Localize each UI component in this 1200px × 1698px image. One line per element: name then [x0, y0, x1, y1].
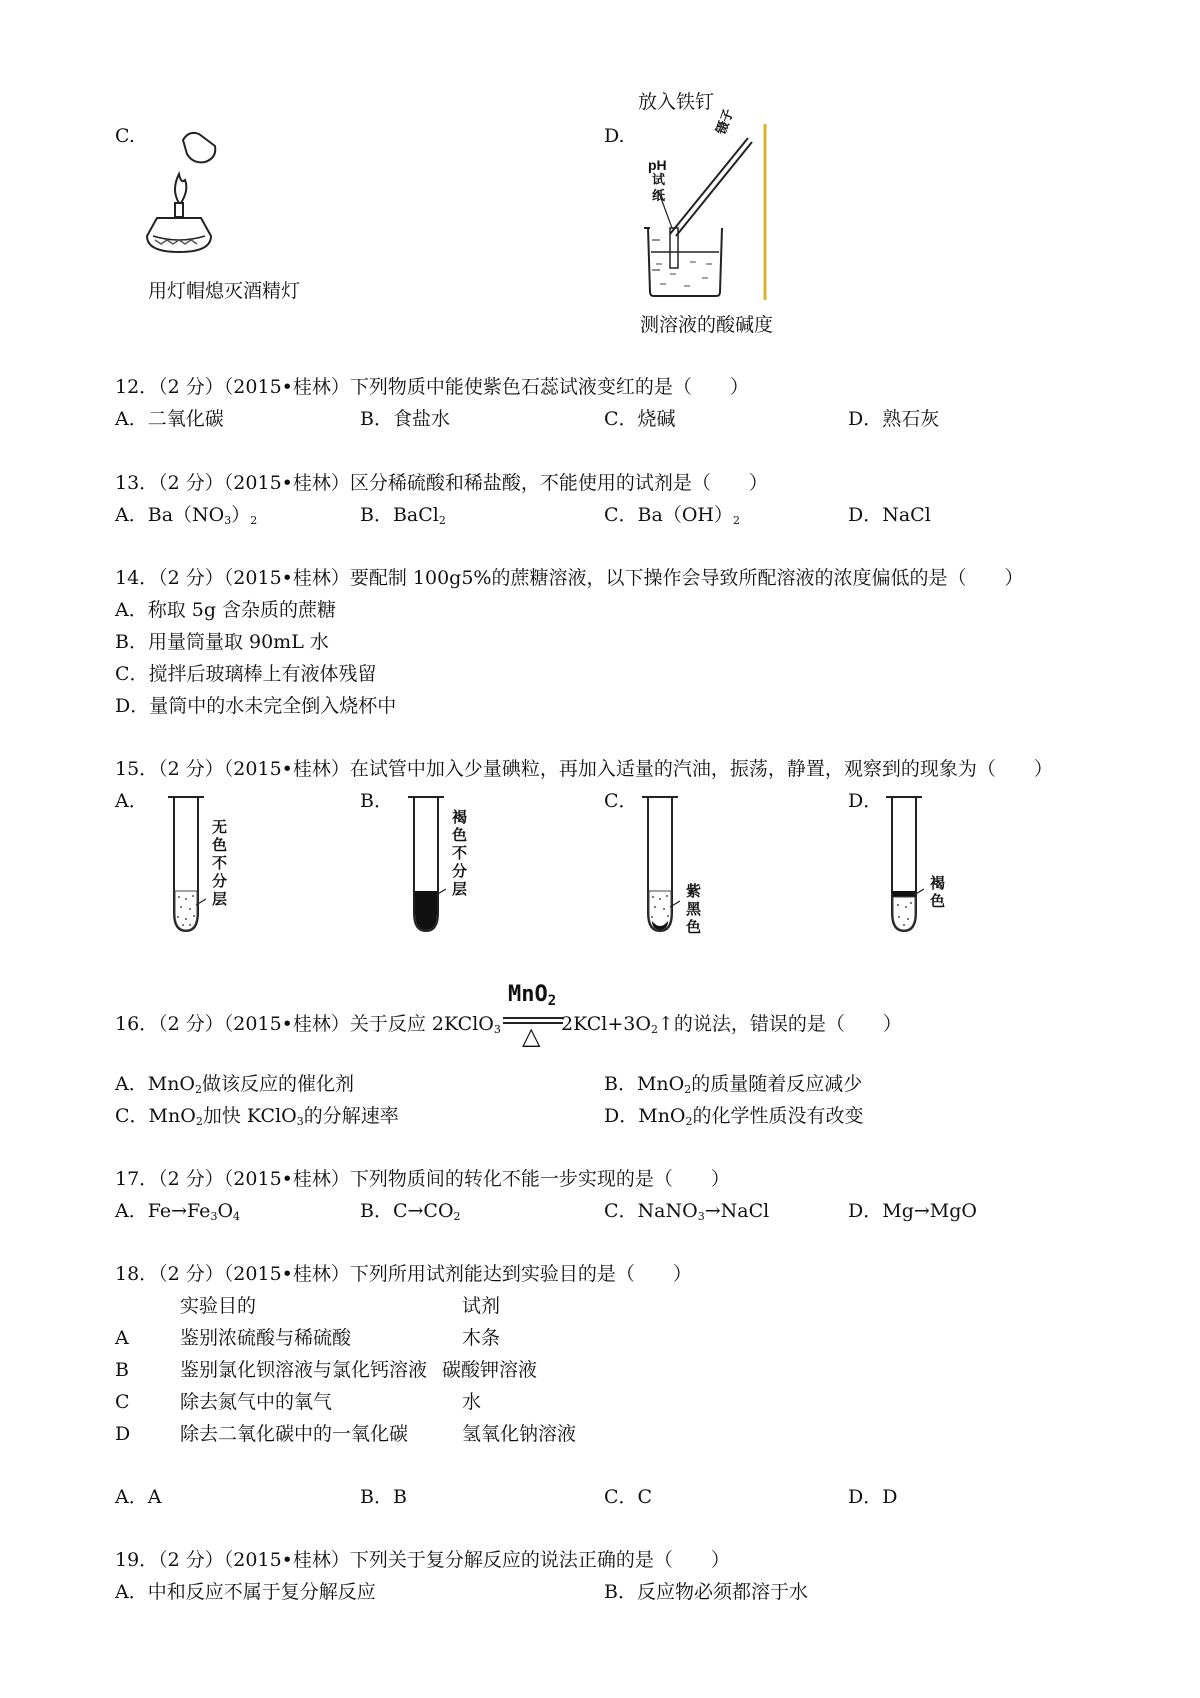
- q12-option-b: B．食盐水: [360, 408, 450, 430]
- q16-stem-pre: 16．（2 分）（2015•桂林）关于反应 2KClO$_3$: [115, 1013, 501, 1036]
- test-tube-d-label: 褐色: [930, 874, 946, 910]
- ph-label: pH: [648, 157, 667, 173]
- q17-option-d: D．Mg→MgO: [848, 1200, 977, 1222]
- q13-option-c: C．$Ba(OH)_2$: [604, 504, 740, 527]
- q14-option-c: C．搅拌后玻璃棒上有液体残留: [115, 663, 377, 685]
- q16-stem-post: $2KCl+3O_2↑$的说法，错误的是（ ）: [561, 1013, 902, 1036]
- q16-option-c: C．MnO$_2$加快 KClO$_3$的分解速率: [115, 1105, 399, 1128]
- q17-stem: 17．（2 分）（2015•桂林）下列物质间的转化不能一步实现的是（ ）: [115, 1168, 730, 1190]
- option-d-caption: 测溶液的酸碱度: [640, 314, 774, 336]
- q14-option-d: D．量筒中的水未完全倒入烧杯中: [115, 695, 397, 717]
- q19-option-a: A．中和反应不属于复分解反应: [115, 1581, 376, 1603]
- ph-label-zhi: 纸: [652, 189, 666, 204]
- option-d-label: D.: [604, 125, 625, 147]
- test-tube-b-label: 褐色不分层: [452, 808, 468, 898]
- test-tube-a-label: 无色不分层: [212, 818, 228, 908]
- q18-option-d: D．D: [848, 1486, 898, 1508]
- q18-option-a: A．A: [115, 1486, 162, 1508]
- q14-option-b: B．用量筒量取 90mL 水: [115, 631, 329, 653]
- q18-row-b-purpose: 鉴别氯化钡溶液与氯化钙溶液: [180, 1359, 428, 1381]
- q16-catalyst: MnO2: [508, 982, 557, 1009]
- q18-option-b: B．B: [360, 1486, 407, 1508]
- q18-row-a-purpose: 鉴别浓硫酸与稀硫酸: [180, 1327, 352, 1349]
- q18-row-c-key: C: [115, 1391, 130, 1413]
- q13-option-b: B．BaCl$_2$: [360, 504, 446, 527]
- q15-option-a-label: A．: [115, 790, 148, 812]
- test-tube-a: [166, 795, 206, 935]
- q13-option-d: D．NaCl: [848, 504, 931, 526]
- tweezer-label: 镊子: [714, 107, 738, 137]
- ph-test-figure: [640, 124, 780, 304]
- ph-label-shi: 试: [652, 173, 666, 188]
- q12-option-d: D．熟石灰: [848, 408, 940, 430]
- alcohol-lamp-cap-figure: [145, 128, 245, 268]
- option-d-top-caption: 放入铁钉: [638, 91, 715, 113]
- q14-stem: 14．（2 分）（2015•桂林）要配制 100g5%的蔗糖溶液，以下操作会导致所配溶液的浓度偏低的是（ ）: [115, 567, 1024, 589]
- q17-option-a: A．$Fe\to Fe_3O_4$: [115, 1200, 241, 1223]
- q18-row-a-key: A: [115, 1327, 129, 1349]
- q13-stem: 13．（2 分）（2015•桂林）区分稀硫酸和稀盐酸，不能使用的试剂是（ ）: [115, 472, 768, 494]
- q18-stem: 18．（2 分）（2015•桂林）下列所用试剂能达到实验目的是（ ）: [115, 1263, 692, 1285]
- q13-option-a: A．$Ba(NO_3)_2$: [115, 504, 258, 527]
- heat-symbol: △: [522, 1022, 541, 1050]
- q18-row-b-reagent: 碳酸钾溶液: [442, 1359, 538, 1381]
- q12-stem: 12．（2 分）（2015•桂林）下列物质中能使紫色石蕊试液变红的是（ ）: [115, 376, 749, 398]
- q18-row-d-purpose: 除去二氧化碳中的一氧化碳: [180, 1423, 409, 1445]
- q15-option-c-label: C．: [604, 790, 638, 812]
- q14-option-a: A．称取 5g 含杂质的蔗糖: [115, 599, 337, 621]
- q12-option-a: A．二氧化碳: [115, 408, 224, 430]
- test-tube-c: [640, 795, 680, 935]
- q16-option-a: A．MnO$_2$做该反应的催化剂: [115, 1073, 355, 1096]
- test-tube-c-label: 紫黑色: [686, 882, 702, 936]
- q17-option-b: B．$C\to CO_2$: [360, 1200, 461, 1223]
- test-tube-d: [884, 795, 924, 935]
- q18-row-d-key: D: [115, 1423, 131, 1445]
- q18-row-c-purpose: 除去氮气中的氧气: [180, 1391, 333, 1413]
- q17-option-c: C．NaNO$_3$→NaCl: [604, 1200, 770, 1223]
- q18-header-reagent: 试剂: [462, 1295, 501, 1317]
- q12-option-c: C．烧碱: [604, 408, 676, 430]
- q19-option-b: B．反应物必须都溶于水: [604, 1581, 808, 1603]
- q16-option-b: B．MnO$_2$的质量随着反应减少: [604, 1073, 863, 1096]
- option-c-caption: 用灯帽熄灭酒精灯: [148, 280, 301, 302]
- q15-option-d-label: D．: [848, 790, 883, 812]
- q18-row-b-key: B: [115, 1359, 129, 1381]
- q18-option-c: C．C: [604, 1486, 653, 1508]
- test-tube-b: [406, 795, 446, 935]
- q18-row-a-reagent: 木条: [462, 1327, 501, 1349]
- q18-row-d-reagent: 氢氧化钠溶液: [462, 1423, 577, 1445]
- q18-header-purpose: 实验目的: [180, 1295, 257, 1317]
- q18-row-c-reagent: 水: [462, 1391, 482, 1413]
- q15-option-b-label: B．: [360, 790, 393, 812]
- q15-stem: 15．（2 分）（2015•桂林）在试管中加入少量碘粒，再加入适量的汽油，振荡，静置，观察到的现象为（ ）: [115, 758, 1053, 780]
- q19-stem: 19．（2 分）（2015•桂林）下列关于复分解反应的说法正确的是（ ）: [115, 1549, 730, 1571]
- option-c-label: C.: [115, 125, 135, 147]
- q16-option-d: D．MnO$_2$的化学性质没有改变: [604, 1105, 864, 1128]
